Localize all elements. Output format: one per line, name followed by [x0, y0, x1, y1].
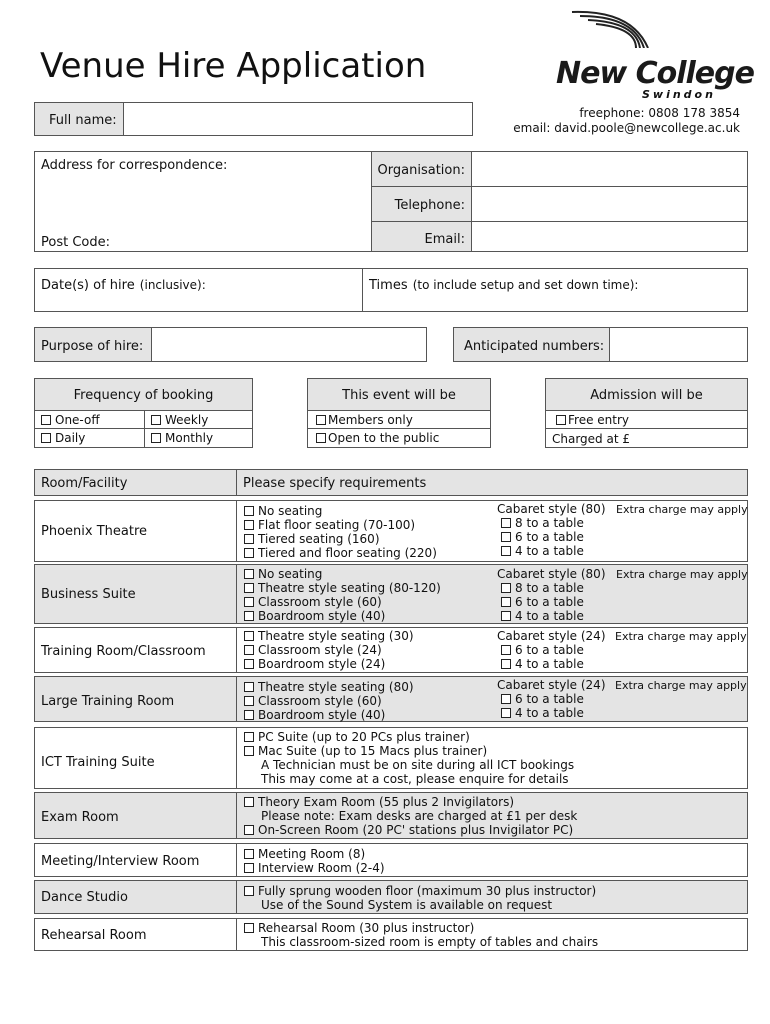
- checkbox-icon[interactable]: [556, 415, 566, 425]
- event-header: [307, 378, 491, 411]
- admission-header: [545, 378, 748, 411]
- room-note: A Technician must be on site during all ICT bookings: [261, 758, 575, 772]
- checkbox-icon[interactable]: [244, 583, 254, 593]
- table-row-dance-studio: [34, 880, 748, 914]
- checkbox-icon[interactable]: [244, 520, 254, 530]
- page-title: Venue Hire Application: [40, 46, 427, 86]
- table-header-room: Room/Facility: [34, 469, 237, 496]
- table-row-exam-room: [34, 792, 748, 839]
- anticipated-label: Anticipated numbers:: [464, 339, 605, 354]
- checkbox-icon[interactable]: [244, 506, 254, 516]
- checkbox-icon[interactable]: [316, 415, 326, 425]
- room-name: Business Suite: [41, 587, 136, 602]
- college-logo: [552, 8, 752, 104]
- option-daily[interactable]: Daily: [41, 431, 85, 445]
- cabaret-option[interactable]: 4 to a table: [497, 609, 606, 623]
- room-note: This classroom-sized room is empty of tables and chairs: [261, 935, 599, 949]
- table-row-phoenix-theatre: [34, 500, 748, 562]
- cabaret-label: Cabaret style (80): [497, 567, 606, 581]
- extra-charge-note: Extra charge may apply: [615, 679, 747, 692]
- checkbox-icon[interactable]: [244, 710, 254, 720]
- full-name-label-cell: [34, 102, 124, 136]
- checkbox-icon[interactable]: [244, 569, 254, 579]
- telephone-label: Telephone:: [394, 198, 465, 213]
- extra-charge-note: Extra charge may apply: [615, 630, 747, 643]
- checkbox-icon[interactable]: [501, 597, 511, 607]
- room-option[interactable]: Boardroom style (24): [244, 657, 414, 671]
- room-option[interactable]: Flat floor seating (70-100): [244, 518, 437, 532]
- checkbox-icon[interactable]: [41, 433, 51, 443]
- logo-main-text: New College: [556, 56, 754, 91]
- room-name: Training Room/Classroom: [41, 644, 206, 659]
- room-name: Rehearsal Room: [41, 928, 147, 943]
- checkbox-icon[interactable]: [501, 532, 511, 542]
- checkbox-icon[interactable]: [244, 923, 254, 933]
- cabaret-option[interactable]: 8 to a table: [497, 581, 606, 595]
- checkbox-icon[interactable]: [244, 534, 254, 544]
- charged-at-label[interactable]: Charged at £: [552, 432, 630, 446]
- checkbox-icon[interactable]: [244, 659, 254, 669]
- checkbox-icon[interactable]: [501, 611, 511, 621]
- option-free-entry[interactable]: Free entry: [556, 413, 629, 427]
- purpose-label: Purpose of hire:: [41, 339, 144, 354]
- checkbox-icon[interactable]: [501, 518, 511, 528]
- table-header-requirements: Please specify requirements: [236, 469, 748, 496]
- checkbox-icon[interactable]: [244, 825, 254, 835]
- room-option[interactable]: Tiered and floor seating (220): [244, 546, 437, 560]
- organisation-label: Organisation:: [377, 163, 465, 178]
- extra-charge-note: Extra charge may apply: [616, 568, 748, 581]
- room-option[interactable]: No seating: [244, 504, 437, 518]
- post-code-label: Post Code:: [41, 235, 110, 250]
- cabaret-option[interactable]: 6 to a table: [497, 530, 606, 544]
- times-input[interactable]: [362, 268, 748, 312]
- checkbox-icon[interactable]: [244, 597, 254, 607]
- checkbox-icon[interactable]: [501, 583, 511, 593]
- checkbox-icon[interactable]: [316, 433, 326, 443]
- dates-label: Date(s) of hire: [41, 278, 135, 293]
- frequency-options: [34, 410, 253, 448]
- room-option[interactable]: Classroom style (24): [244, 643, 414, 657]
- admission-options: [545, 410, 748, 448]
- checkbox-icon[interactable]: [244, 797, 254, 807]
- event-options: [307, 410, 491, 448]
- room-option[interactable]: PC Suite (up to 20 PCs plus trainer): [244, 730, 574, 744]
- room-option[interactable]: Interview Room (2-4): [244, 861, 385, 875]
- table-row-business-suite: [34, 564, 748, 624]
- full-name-label: Full name:: [49, 113, 117, 128]
- email-input[interactable]: [471, 221, 748, 252]
- admission-title: Admission will be: [590, 388, 703, 403]
- room-option[interactable]: Mac Suite (up to 15 Macs plus trainer): [244, 744, 574, 758]
- option-members-only[interactable]: Members only: [316, 413, 413, 427]
- telephone-label-cell: [371, 186, 472, 222]
- email-label: Email:: [424, 232, 465, 247]
- extra-charge-note: Extra charge may apply: [616, 503, 748, 516]
- table-row-large-training-room: [34, 676, 748, 722]
- room-option[interactable]: Theatre style seating (80): [244, 680, 414, 694]
- option-weekly[interactable]: Weekly: [151, 413, 208, 427]
- frequency-title: Frequency of booking: [73, 388, 214, 403]
- checkbox-icon[interactable]: [244, 645, 254, 655]
- checkbox-icon[interactable]: [501, 659, 511, 669]
- checkbox-icon[interactable]: [244, 548, 254, 558]
- cabaret-option[interactable]: 4 to a table: [497, 657, 606, 671]
- cabaret-option[interactable]: 8 to a table: [497, 516, 606, 530]
- cabaret-option[interactable]: 4 to a table: [497, 706, 606, 720]
- cabaret-option[interactable]: 4 to a table: [497, 544, 606, 558]
- checkbox-icon[interactable]: [244, 746, 254, 756]
- room-option[interactable]: Meeting Room (8): [244, 847, 385, 861]
- checkbox-icon[interactable]: [501, 546, 511, 556]
- cabaret-option[interactable]: 6 to a table: [497, 643, 606, 657]
- room-name: Dance Studio: [41, 890, 128, 905]
- room-name: ICT Training Suite: [41, 755, 155, 770]
- checkbox-icon[interactable]: [501, 645, 511, 655]
- anticipated-label-cell: [453, 327, 610, 362]
- times-note: (to include setup and set down time):: [412, 278, 639, 292]
- telephone-input[interactable]: [471, 186, 748, 222]
- anticipated-input[interactable]: [609, 327, 748, 362]
- table-row-ict-training-suite: [34, 727, 748, 789]
- option-one-off[interactable]: One-off: [41, 413, 100, 427]
- contact-phone: freephone: 0808 178 3854: [579, 106, 740, 120]
- organisation-input[interactable]: [471, 151, 748, 187]
- checkbox-icon[interactable]: [501, 694, 511, 704]
- room-option[interactable]: Boardroom style (40): [244, 609, 441, 623]
- checkbox-icon[interactable]: [244, 631, 254, 641]
- room-name: Exam Room: [41, 810, 119, 825]
- checkbox-icon[interactable]: [244, 732, 254, 742]
- room-option[interactable]: Tiered seating (160): [244, 532, 437, 546]
- cabaret-label: Cabaret style (24): [497, 678, 606, 692]
- room-option[interactable]: Boardroom style (40): [244, 708, 414, 722]
- table-row-meeting-room: [34, 843, 748, 877]
- room-option[interactable]: Rehearsal Room (30 plus instructor): [244, 921, 598, 935]
- table-row-rehearsal-room: [34, 918, 748, 951]
- checkbox-icon[interactable]: [244, 863, 254, 873]
- cabaret-label: Cabaret style (24): [497, 629, 606, 643]
- room-name: Phoenix Theatre: [41, 524, 148, 539]
- checkbox-icon[interactable]: [244, 696, 254, 706]
- checkbox-icon[interactable]: [244, 886, 254, 896]
- room-note: This may come at a cost, please enquire for details: [261, 772, 569, 786]
- address-input[interactable]: [34, 151, 372, 252]
- event-title: This event will be: [342, 388, 456, 403]
- checkbox-icon[interactable]: [244, 682, 254, 692]
- dates-note: (inclusive):: [139, 278, 206, 292]
- logo-sub-text: Swindon: [642, 88, 716, 101]
- checkbox-icon[interactable]: [244, 849, 254, 859]
- room-option[interactable]: Theatre style seating (80-120): [244, 581, 441, 595]
- room-option[interactable]: No seating: [244, 567, 441, 581]
- checkbox-icon[interactable]: [151, 415, 161, 425]
- option-monthly[interactable]: Monthly: [151, 431, 213, 445]
- full-name-input[interactable]: [123, 102, 473, 136]
- purpose-label-cell: [34, 327, 152, 362]
- room-note: Use of the Sound System is available on request: [261, 898, 553, 912]
- room-option[interactable]: Classroom style (60): [244, 595, 441, 609]
- checkbox-icon[interactable]: [41, 415, 51, 425]
- times-label: Times: [369, 278, 408, 293]
- checkbox-icon[interactable]: [244, 611, 254, 621]
- room-name: Large Training Room: [41, 694, 175, 709]
- checkbox-icon[interactable]: [151, 433, 161, 443]
- room-name: Meeting/Interview Room: [41, 854, 200, 869]
- checkbox-icon[interactable]: [501, 708, 511, 718]
- frequency-header: [34, 378, 253, 411]
- room-option[interactable]: Theatre style seating (30): [244, 629, 414, 643]
- cabaret-label: Cabaret style (80): [497, 502, 606, 516]
- cabaret-option[interactable]: 6 to a table: [497, 692, 606, 706]
- room-option[interactable]: On-Screen Room (20 PC' stations plus Invigilator PC): [244, 823, 577, 837]
- room-note: Please note: Exam desks are charged at £1 per desk: [261, 809, 578, 823]
- cabaret-option[interactable]: 6 to a table: [497, 595, 606, 609]
- room-option[interactable]: Theory Exam Room (55 plus 2 Invigilators): [244, 795, 577, 809]
- option-open-public[interactable]: Open to the public: [316, 431, 439, 445]
- dates-input[interactable]: [34, 268, 363, 312]
- logo-swoosh-icon: [552, 8, 752, 48]
- contact-email: email: david.poole@newcollege.ac.uk: [513, 121, 740, 135]
- table-row-training-room: [34, 627, 748, 673]
- room-option[interactable]: Classroom style (60): [244, 694, 414, 708]
- organisation-label-cell: [371, 151, 472, 187]
- purpose-input[interactable]: [151, 327, 427, 362]
- address-label: Address for correspondence:: [41, 158, 228, 173]
- email-label-cell: [371, 221, 472, 252]
- room-option[interactable]: Fully sprung wooden floor (maximum 30 plus instructor): [244, 884, 596, 898]
